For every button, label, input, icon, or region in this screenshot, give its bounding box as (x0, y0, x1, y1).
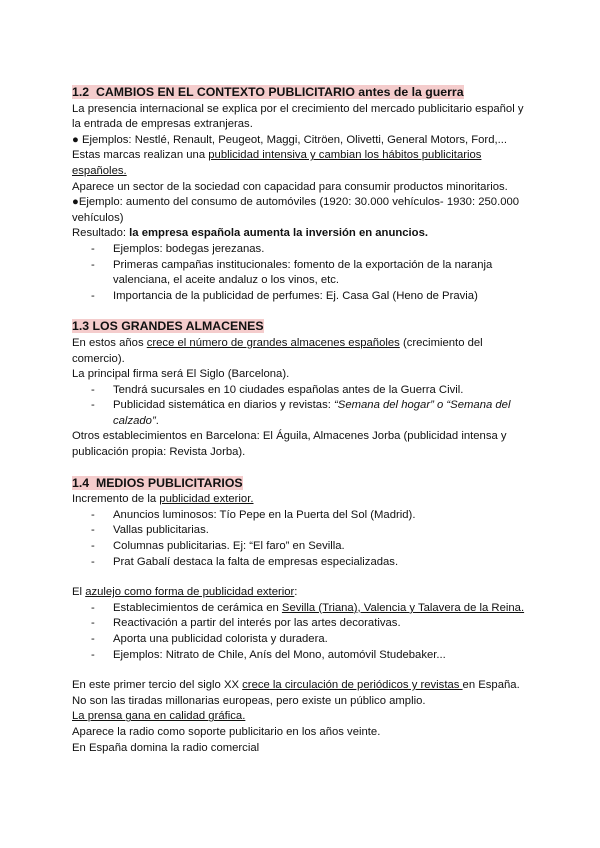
text: Publicidad sistemática en diarios y revistas: (113, 399, 335, 412)
section-number: 1.2 (72, 85, 90, 99)
list-item: - Aporta una publicidad colorista y duradera. (72, 632, 532, 648)
bullet-list (72, 601, 532, 663)
underlined-text: publicidad intensiva y cambian los hábitos publicitarios españoles. (72, 149, 482, 177)
list-item: - Primeras campañas institucionales: fomento de la exportación de la naranja valenciana, el aceite andaluz o los vinos, etc. (72, 258, 532, 289)
section-title: CAMBIOS EN EL CONTEXTO PUBLICITARIO antes de la guerra (95, 85, 464, 99)
document-page (72, 84, 532, 756)
bullet-list (72, 242, 532, 304)
paragraph: En España domina la radio comercial (72, 741, 260, 754)
section-1-4 (72, 475, 532, 757)
text: En estos años (72, 336, 147, 349)
section-1-3 (72, 318, 532, 460)
text: en España. (462, 679, 520, 692)
paragraph: La principal firma será El Siglo (Barcelona). (72, 368, 290, 381)
underlined-text: publicidad exterior. (159, 493, 254, 506)
section-title: 1.3 LOS GRANDES ALMACENES (72, 319, 264, 334)
bold-text: la empresa española aumenta la inversión en anuncios. (129, 227, 429, 240)
text: En este primer tercio del siglo XX (72, 679, 243, 692)
bullet-list (72, 383, 532, 430)
section-title: MEDIOS PUBLICITARIOS (95, 475, 243, 490)
paragraph: Otros establecimientos en Barcelona: El Águila, Almacenes Jorba (publicidad intensa y publicación propia: Revista Jorba). (72, 430, 507, 459)
text: Incremento de la (72, 493, 160, 506)
paragraph (72, 226, 532, 242)
list-item: - Ejemplos: bodegas jerezanas. (72, 242, 532, 258)
list-item: - Vallas publicitarias. (72, 523, 532, 539)
list-item: - Reactivación a partir del interés por las artes decorativas. (72, 616, 532, 632)
underlined-text: crece el número de grandes almacenes españoles (146, 336, 400, 349)
text: Establecimientos de cerámica en (113, 601, 282, 614)
list-item: - Anuncios luminosos: Tío Pepe en la Puerta del Sol (Madrid). (72, 508, 532, 524)
list-item (72, 398, 532, 429)
text: El (72, 586, 86, 599)
italic-text: “Semana del hogar” o “Semana del calzado” (113, 399, 511, 427)
list-item (72, 601, 532, 617)
text: . (155, 414, 159, 427)
paragraph (72, 492, 532, 508)
paragraph: Aparece un sector de la sociedad con capacidad para consumir productos minoritarios. (72, 180, 508, 193)
paragraph: La prensa gana en calidad gráfica. (72, 710, 246, 723)
section-heading (72, 318, 264, 334)
section-heading (72, 475, 243, 491)
paragraph (72, 336, 532, 367)
list-item: - Columnas publicitarias. Ej: “El faro” en Sevilla. (72, 539, 532, 555)
section-1-2 (72, 84, 532, 304)
text: : (294, 586, 298, 599)
paragraph: Aparece la radio como soporte publicitario en los años veinte. (72, 725, 381, 738)
section-number: 1.4 (72, 475, 90, 490)
paragraph (72, 678, 532, 694)
text: Estas marcas realizan una (72, 149, 209, 162)
paragraph (72, 148, 532, 179)
list-item: - Tendrá sucursales en 10 ciudades españolas antes de la Guerra Civil. (72, 383, 532, 399)
underlined-text: Sevilla (Triana), Valencia y Talavera de la Reina. (281, 601, 525, 614)
paragraph (72, 585, 532, 601)
list-item: - Importancia de la publicidad de perfumes: Ej. Casa Gal (Heno de Pravia) (72, 289, 532, 305)
text: Resultado: (72, 227, 130, 240)
bullet-list (72, 508, 532, 570)
paragraph: ● Ejemplos: Nestlé, Renault, Peugeot, Maggi, Citröen, Olivetti, General Motors, Ford,... (72, 133, 508, 146)
list-item: - Ejemplos: Nitrato de Chile, Anís del Mono, automóvil Studebaker... (72, 648, 532, 664)
underlined-text: azulejo como forma de publicidad exterior (85, 586, 295, 599)
list-item: - Prat Gabalí destaca la falta de empresas especializadas. (72, 555, 532, 571)
paragraph: No son las tiradas millonarias europeas, pero existe un público amplio. (72, 694, 426, 707)
underlined-text: crece la circulación de periódicos y revistas (242, 679, 463, 692)
paragraph: La presencia internacional se explica por el crecimiento del mercado publicitario español y la entrada de empresas extranjeras. (72, 102, 524, 131)
paragraph: ●Ejemplo: aumento del consumo de automóviles (1920: 30.000 vehículos- 1930: 250.000 vehículos) (72, 196, 520, 224)
section-heading (72, 84, 464, 100)
text: (crecimiento del comercio). (72, 336, 483, 365)
